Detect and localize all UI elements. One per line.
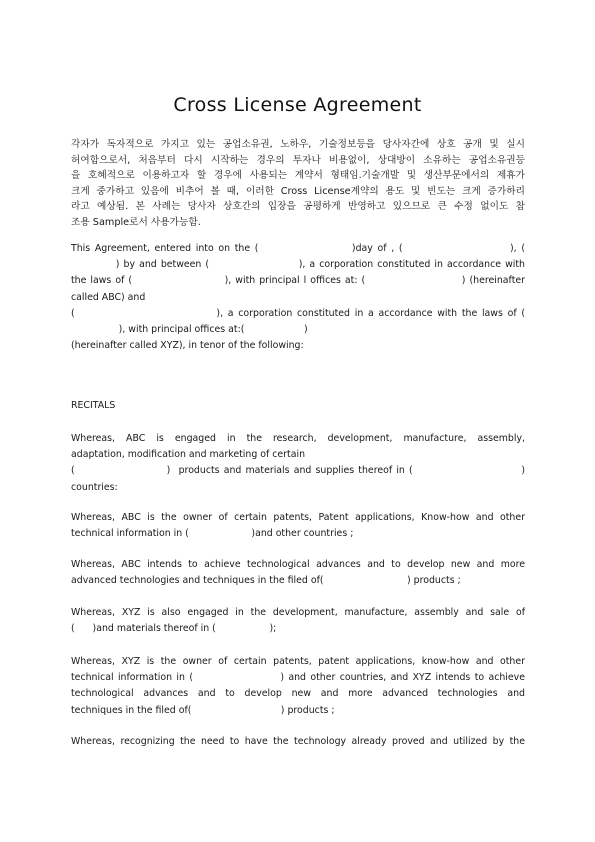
agreement-line: (hereinafter called XYZ), in tenor of the following:: [71, 340, 304, 352]
agreement-line: the laws of ( ), with principal l offices at: ( ) (hereinafter: [71, 275, 525, 287]
recital-line: Whereas, ABC intends to achieve technological advances and to develop new and more: [71, 559, 525, 570]
intro-line: 크게 중가하고 있음에 비추어 볼 때, 이러한 Cross License계약의 용도 및 빈도는 크게 증가하리: [71, 185, 525, 197]
agreement-line: This Agreement, entered into on the ( )day of , ( ), (: [71, 243, 525, 254]
recital-line: countries:: [71, 481, 118, 493]
recital-line: Whereas, ABC is engaged in the research, development, manufacture, assembly,: [71, 433, 525, 444]
recital-line: Whereas, XYZ is also engaged in the development, manufacture, assembly and sale of: [71, 607, 525, 618]
recital-line: techniques in the filed of( ) products ;: [71, 704, 335, 716]
document-title: Cross License Agreement: [173, 94, 422, 116]
recital-line: Whereas, recognizing the need to have the technology already proved and utilized by the: [71, 736, 525, 747]
intro-line: 라고 예상됨. 본 사례는 당사자 상호간의 입장을 공평하게 반영하고 있으므로 큰 수정 없이도 참: [71, 201, 525, 213]
agreement-line: ) by and between ( ), a corporation constituted in accordance with: [71, 259, 525, 271]
recital-paragraph-1: [71, 431, 525, 496]
recital-line: Whereas, ABC is the owner of certain patents, Patent applications, Know-how and other: [71, 512, 525, 523]
recital-paragraph-4: [71, 605, 525, 637]
agreement-line: called ABC) and: [71, 291, 146, 303]
recital-line: ( ) products and materials and supplies thereof in ( ): [71, 465, 525, 477]
intro-paragraph: [71, 137, 525, 231]
recital-line: advanced technologies and techniques in the filed of( ) products ;: [71, 575, 461, 587]
recital-line: ( )and materials thereof in ( );: [71, 623, 277, 635]
recital-paragraph-3: [71, 557, 525, 589]
recital-line: technical information in ( ) and other countries, and XYZ intends to achieve: [71, 672, 525, 684]
intro-line: 조용 Sample로서 사용가능함.: [71, 216, 201, 228]
recital-line: adaptation, modification and marketing of certain: [71, 449, 306, 461]
agreement-line: ( ), a corporation constituted in a accordance with the laws of (: [71, 307, 525, 319]
recitals-heading: [71, 398, 525, 414]
intro-line: 을 호혜적으로 이용하고자 할 경우에 사용되는 계약서 형태임.기술개발 및 생산부문에서의 제휴가: [71, 170, 525, 182]
recital-paragraph-2: [71, 510, 525, 542]
intro-line: 허여함으로서, 처음부터 다시 시작하는 경우의 투자나 비용없이, 상대방이 소유하는 공업소유권등: [71, 154, 525, 166]
agreement-line: ), with principal offices at:( ): [71, 324, 308, 336]
recital-paragraph-5: [71, 654, 525, 719]
recital-line: technical information in ( )and other countries ;: [71, 528, 354, 540]
recitals-heading-text: RECITALS: [71, 400, 116, 411]
intro-line: 각자가 독자적으로 가지고 있는 공업소유권, 노하우, 기술정보등을 당사자간에 상호 공개 및 실시: [71, 139, 525, 150]
recital-line: Whereas, XYZ is the owner of certain patents, patent applications, know-how and other: [71, 656, 525, 667]
agreement-paragraph: [71, 241, 525, 354]
recital-paragraph-6: [71, 734, 525, 750]
recital-line: technological advances and to develop new and more advanced technologies and: [71, 688, 525, 700]
